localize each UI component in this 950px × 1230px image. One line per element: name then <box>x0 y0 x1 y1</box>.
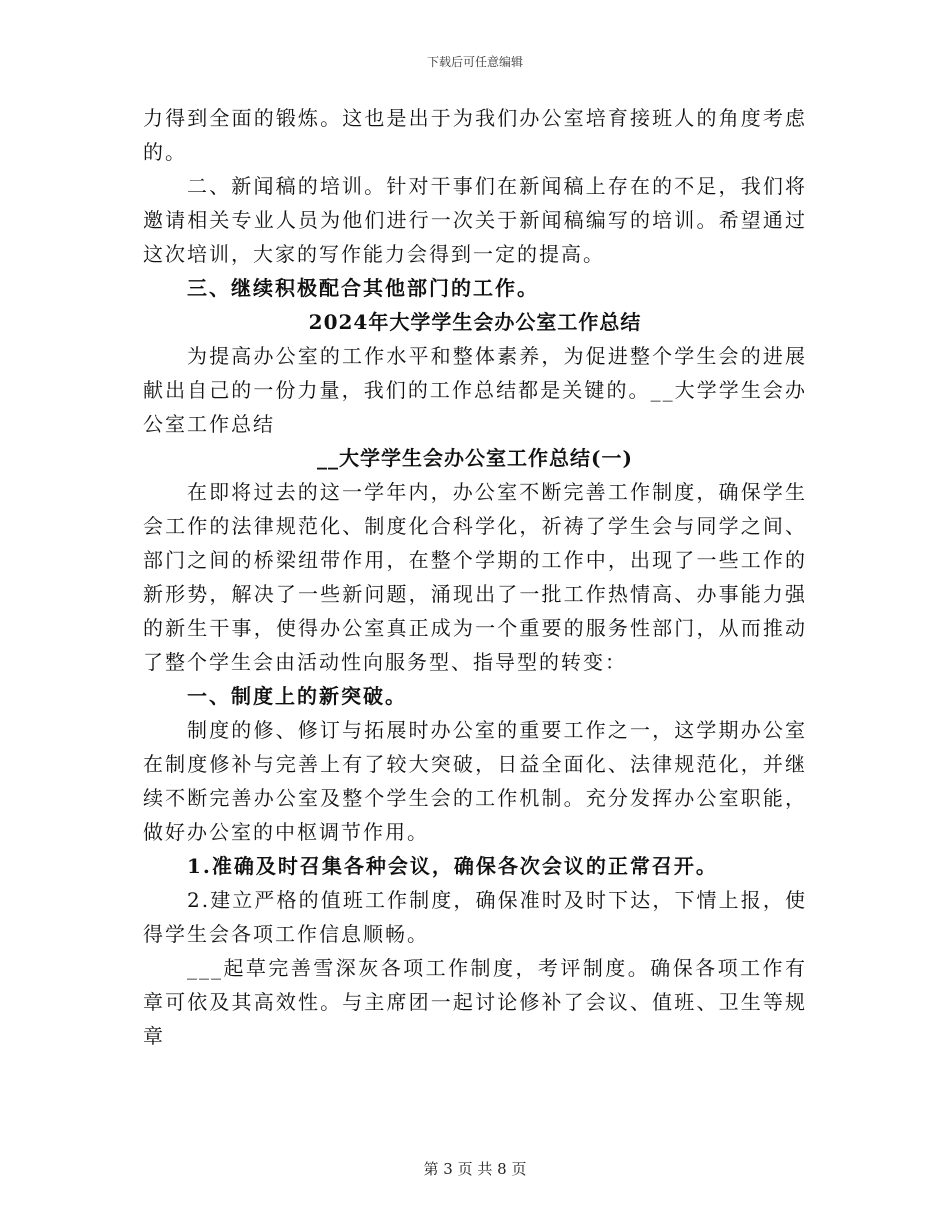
paragraph-year-summary: 在即将过去的这一学年内，办公室不断完善工作制度，确保学生会工作的法律规范化、制度化合科学化，祈祷了学生会与同学之间、部门之间的桥梁纽带作用，在整个学期的工作中，出现了一些工作的新形势，解决了一些新问题，涌现出了一批工作热情高、办事能力强的新生干事，使得办公室真正成为一个重要的服务性部门，从而推动了整个学生会由活动性向服务型、指导型的转变： <box>143 480 807 674</box>
document-title: 2024年大学学生会办公室工作总结 <box>308 310 642 334</box>
list-item-duty-system: 2.建立严格的值班工作制度，确保准时及时下达，下情上报，使得学生会各项工作信息顺畅。 <box>143 888 807 946</box>
heading-cooperation: 三、继续积极配合其他部门的工作。 <box>187 276 539 300</box>
section-title: __大学学生会办公室工作总结(一) <box>317 446 633 470</box>
paragraph-continuation: 力得到全面的锻炼。这也是出于为我们办公室培育接班人的角度考虑的。 <box>143 106 807 164</box>
paragraph-news-training: 二、新闻稿的培训。针对干事们在新闻稿上存在的不足，我们将邀请相关专业人员为他们进行一次关于新闻稿编写的培训。希望通过这次培训，大家的写作能力会得到一定的提高。 <box>143 174 807 266</box>
page-number: 第 3 页 共 8 页 <box>423 1160 527 1178</box>
heading-system-breakthrough: 一、制度上的新突破。 <box>187 684 407 708</box>
header-note: 下载后可任意编辑 <box>426 55 523 69</box>
paragraph-system-revision: 制度的修、修订与拓展时办公室的重要工作之一，这学期办公室在制度修补与完善上有了较大突破，日益全面化、法律规范化，并继续不断完善办公室及整个学生会的工作机制。充分发挥办公室职能，做好办公室的中枢调节作用。 <box>143 718 807 844</box>
paragraph-intro: 为提高办公室的工作水平和整体素养，为促进整个学生会的进展献出自己的一份力量，我们的工作总结都是关键的。__大学学生会办公室工作总结 <box>143 344 807 436</box>
list-item-meetings: 1.准确及时召集各种会议，确保各次会议的正常召开。 <box>187 854 718 878</box>
paragraph-draft-rules: ___起草完善雪深灰各项工作制度，考评制度。确保各项工作有章可依及其高效性。与主席团一起讨论修补了会议、值班、卫生等规章 <box>143 956 807 1048</box>
document-body <box>143 101 807 1053</box>
